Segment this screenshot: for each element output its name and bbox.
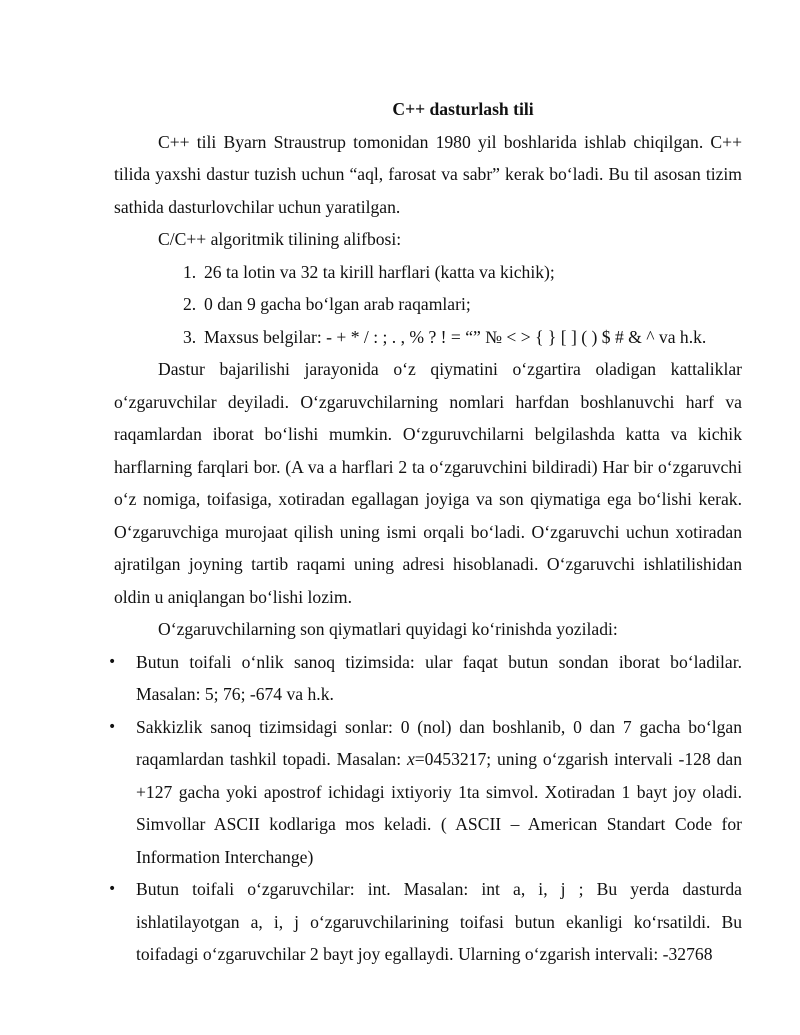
bullet-text-part: Sakkizlik sanoq tizimsidagi sonlar: 0 (nol) dan boshlanib, 0 dan 7 gacha bo‘lgan raqamlardan tashkil topadi. Masalan: (136, 716, 742, 769)
bullet-text: Butun toifali o‘zgaruvchilar: int. Masalan: int a, i, j ; Bu yerda dasturda ishlatilayotgan a, i, j o‘zgaruvchilarining toifasi butun ekanligi ko‘rsatildi. Bu toifadagi o‘zgaruvchilar 2 bayt joy egallaydi. Ularning o‘zgarish intervali: -32768 (136, 879, 742, 964)
values-bullet-list (108, 646, 742, 971)
list-item-text: 0 dan 9 gacha bo‘lgan arab raqamlari; (204, 294, 471, 314)
intro-paragraph: C++ tili Byarn Straustrup tomonidan 1980 yil boshlarida ishlab chiqilgan. C++ tilida yaxshi dastur tuzish uchun “aql, farosat va sabr” kerak bo‘ladi. Bu til asosan tizim sathida dasturlovchilar uchun yaratilgan. (114, 131, 742, 217)
values-heading: O‘zgaruvchilarning son qiymatlari quyidagi ko‘rinishda yoziladi: (158, 619, 618, 639)
list-item-text: 26 ta lotin va 32 ta kirill harflari (katta va kichik); (204, 261, 555, 282)
alphabet-list (114, 256, 742, 354)
bullet-icon: • (108, 718, 117, 735)
bullet-text: Butun toifali o‘nlik sanoq tizimsida: ular faqat butun sondan iborat bo‘ladilar. Masalan: 5; 76; -674 va h.k. (136, 651, 742, 704)
page-title: C++ dasturlash tili (392, 99, 534, 119)
list-item (114, 256, 742, 289)
bullet-icon: • (108, 653, 117, 670)
bullet-item (108, 711, 742, 874)
list-item (114, 321, 742, 354)
bullet-item (108, 646, 742, 711)
list-item-number: 3. (183, 326, 197, 347)
variable-name: x (406, 749, 415, 769)
list-item (114, 288, 742, 321)
bullet-text-part: =0453217; uning o‘zgarish intervali -128 dan +127 gacha yoki apostrof ichidagi ixtiyoriy 1ta simvol. Xotiradan 1 bayt joy oladi. Simvollar ASCII kodlariga mos keladi. ( ASCII – American Standart Code for Information Interchange) (136, 749, 742, 867)
alphabet-heading: C/C++ algoritmik tilining alifbosi: (158, 229, 402, 249)
document-body (108, 93, 742, 971)
list-item-number: 1. (183, 261, 197, 282)
bullet-icon: • (108, 881, 117, 897)
bullet-item (108, 873, 742, 971)
list-item-number: 2. (183, 294, 197, 314)
list-item-text: Maxsus belgilar: - + * / : ; . , % ? ! = “” № < > { } [ ] ( ) $ # & ^ va h.k. (204, 326, 707, 347)
variables-paragraph: Dastur bajarilishi jarayonida o‘z qiymatini o‘zgartira oladigan kattaliklar o‘zgaruvchilar deyiladi. O‘zgaruvchilarning nomlari harfdan boshlanuvchi harf va raqamlardan iborat bo‘lishi mumkin. O‘zguruvchilarni belgilashda katta va kichik harflarning farqlari bor. (A va a harflari 2 ta o‘zgaruvchini bildiradi) Har bir o‘zgaruvchi o‘z nomiga, toifasiga, xotiradan egallagan joyiga va son qiymatiga ega bo‘lishi kerak. O‘zgaruvchiga murojaat qilish uning ismi orqali bo‘ladi. O‘zgaruvchi uchun xotiradan ajratilgan joyning tartib raqami uning adresi hisoblanadi. O‘zgaruvchi ishlatilishidan oldin u aniqlangan bo‘lishi lozim. (114, 359, 742, 607)
